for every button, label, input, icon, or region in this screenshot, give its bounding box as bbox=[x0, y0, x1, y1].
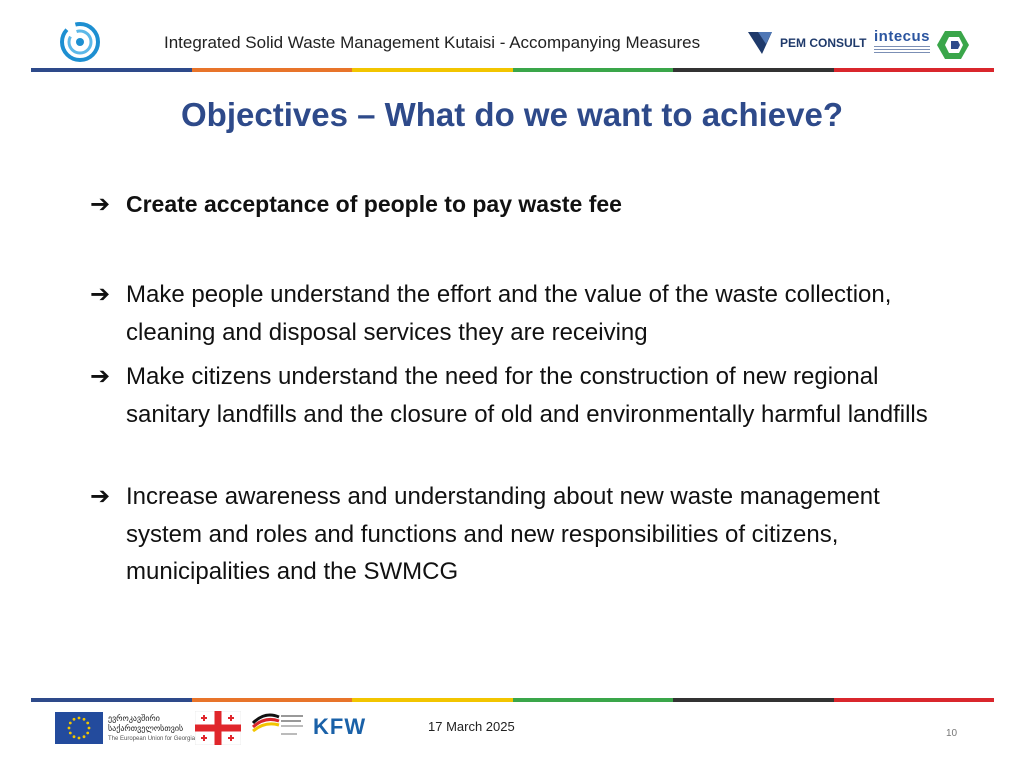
stripe-segment bbox=[513, 68, 674, 72]
eu-label-georgian-2: საქართველოსთვის bbox=[108, 724, 184, 733]
bullet-item bbox=[90, 276, 960, 351]
footer-color-stripe bbox=[31, 698, 994, 702]
georgia-flag-icon bbox=[195, 711, 241, 745]
slide-header bbox=[0, 0, 1024, 72]
stripe-segment bbox=[31, 698, 192, 702]
page-number: 10 bbox=[946, 728, 958, 739]
intecus-tagline bbox=[874, 46, 930, 54]
bullet-text: Make people understand the effort and the value of the waste collection, cleaning and disposal services they are receiving bbox=[126, 281, 892, 346]
arrow-icon: ➔ bbox=[90, 281, 111, 308]
bullet-text: Create acceptance of people to pay waste fee bbox=[126, 191, 622, 217]
bullet-item bbox=[90, 478, 960, 591]
stripe-segment bbox=[673, 698, 834, 702]
stripe-segment bbox=[834, 68, 995, 72]
stripe-segment bbox=[352, 698, 513, 702]
eu-label-english: The European Union for Georgia bbox=[108, 736, 196, 742]
stripe-segment bbox=[513, 698, 674, 702]
bullet-item bbox=[90, 358, 960, 433]
stripe-segment bbox=[352, 68, 513, 72]
slide-title: Objectives – What do we want to achieve? bbox=[181, 96, 843, 133]
bullet-text: Make citizens understand the need for the construction of new regional sanitary landfills and the closure of old and environmentally harmful landfills bbox=[126, 363, 928, 428]
arrow-icon: ➔ bbox=[90, 483, 111, 510]
gg-logo bbox=[935, 29, 971, 61]
bullet-item bbox=[90, 186, 960, 224]
arrow-icon: ➔ bbox=[90, 191, 111, 218]
stripe-segment bbox=[834, 698, 995, 702]
kfw-logo: KFW bbox=[313, 714, 367, 739]
header-title: Integrated Solid Waste Management Kutaisi - Accompanying Measures bbox=[164, 33, 701, 52]
stripe-segment bbox=[31, 68, 192, 72]
project-logo-icon bbox=[60, 22, 100, 62]
bullet-text: Increase awareness and understanding about new waste management system and roles and functions and new responsibilities of citizens, municipalities and the SWMCG bbox=[126, 483, 880, 585]
eu-flag-icon bbox=[55, 712, 103, 744]
stripe-segment bbox=[192, 698, 353, 702]
eu-label-georgian-1: ევროკავშირი bbox=[108, 714, 160, 723]
stripe-segment bbox=[673, 68, 834, 72]
header-color-stripe bbox=[31, 68, 994, 72]
german-cooperation-logo bbox=[249, 709, 305, 745]
footer-date: 17 March 2025 bbox=[428, 719, 515, 734]
pem-consult-label: PEM CONSULT bbox=[780, 36, 867, 50]
arrow-icon: ➔ bbox=[90, 363, 111, 390]
intecus-logo: intecus bbox=[874, 28, 931, 45]
stripe-segment bbox=[192, 68, 353, 72]
